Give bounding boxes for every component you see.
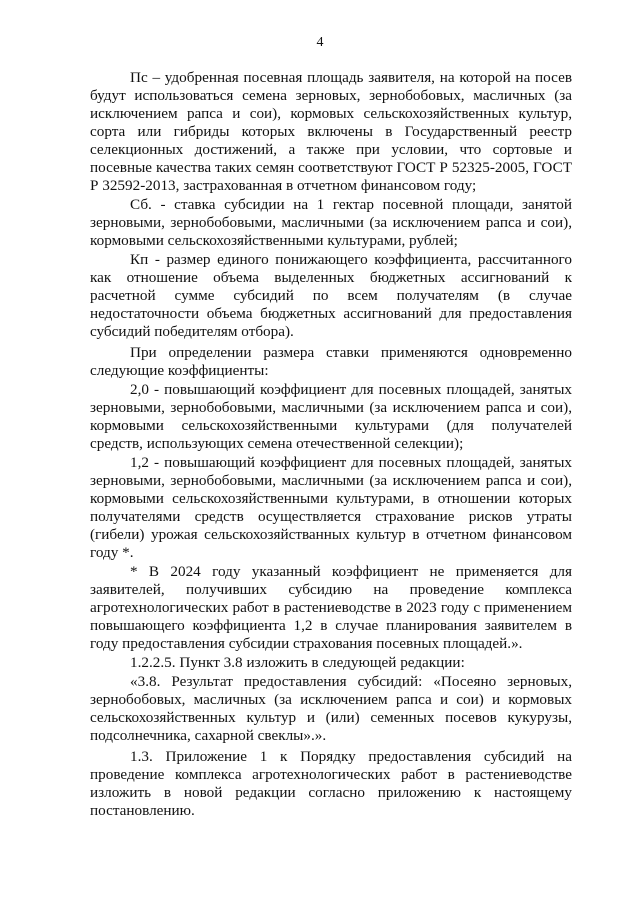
- paragraph-ps-definition: Пс – удобренная посевная площадь заявителя, на которой на посев будут использоваться семена зерновых, зернобобовых, масличных (за исключением рапса и сои), кормовых сельскохозяйственных культур, сорта или гибриды которых включены в Государственный реестр селекционных достижений, а также при условии, что сортовые и посевные качества таких семян соответствуют ГОСТ Р 52325-2005, ГОСТ Р 32592-2013, застрахованная в отчетном финансовом году;: [90, 69, 572, 194]
- paragraph-item-3-8: «3.8. Результат предоставления субсидий: «Посеяно зерновых, зернобобовых, масличных (за исключением рапса и сои) и кормовых сельскохозяйственных культур и (или) семенных посевов кукурузы, подсолнечника, сахарной свеклы».».: [90, 673, 572, 744]
- paragraph-item-1-3: 1.3. Приложение 1 к Порядку предоставления субсидий на проведение комплекса агротехнологических работ в растениеводстве изложить в новой редакции согласно приложению к настоящему постановлению.: [90, 748, 572, 819]
- page-number: 4: [316, 35, 324, 50]
- paragraph-item-1-2-2-5: 1.2.2.5. Пункт 3.8 изложить в следующей редакции:: [130, 654, 465, 671]
- paragraph-sb-definition: Сб. - ставка субсидии на 1 гектар посевной площади, занятой зерновыми, зернобобовыми, масличными (за исключением рапса и сои), кормовыми сельскохозяйственными культурами, рублей;: [90, 196, 572, 249]
- paragraph-kp-definition: Кп - размер единого понижающего коэффициента, рассчитанного как отношение объема выделенных бюджетных ассигнований к расчетной сумме субсидий по всем получателям (в случае недостаточности объема бюджетных ассигнований для предоставления субсидий победителям отбора).: [90, 251, 572, 340]
- paragraph-coefficient-2-0: 2,0 - повышающий коэффициент для посевных площадей, занятых зерновыми, зернобобовыми, масличными (за исключением рапса и сои), кормовыми сельскохозяйственными культурами (для получателей средств, использующих семена отечественной селекции);: [90, 381, 572, 452]
- paragraph-coefficients-intro: При определении размера ставки применяются одновременно следующие коэффициенты:: [90, 344, 572, 379]
- paragraph-coefficient-1-2: 1,2 - повышающий коэффициент для посевных площадей, занятых зерновыми, зернобобовыми, масличными (за исключением рапса и сои), кормовыми сельскохозяйственными культурами, в отношении которых получателями средств осуществляется страхование рисков утраты (гибели) урожая сельскохозяйстванных культур в отчетном финансовом году *.: [90, 454, 572, 561]
- paragraph-footnote-2024: * В 2024 году указанный коэффициент не применяется для заявителей, получивших субсидию на проведение комплекса агротехнологических работ в растениеводстве в 2023 году с применением повышающего коэффициента 1,2 в случае планирования заявителем в году предоставления субсидии страхования посевных площадей.».: [90, 563, 572, 652]
- document-body: [90, 69, 572, 820]
